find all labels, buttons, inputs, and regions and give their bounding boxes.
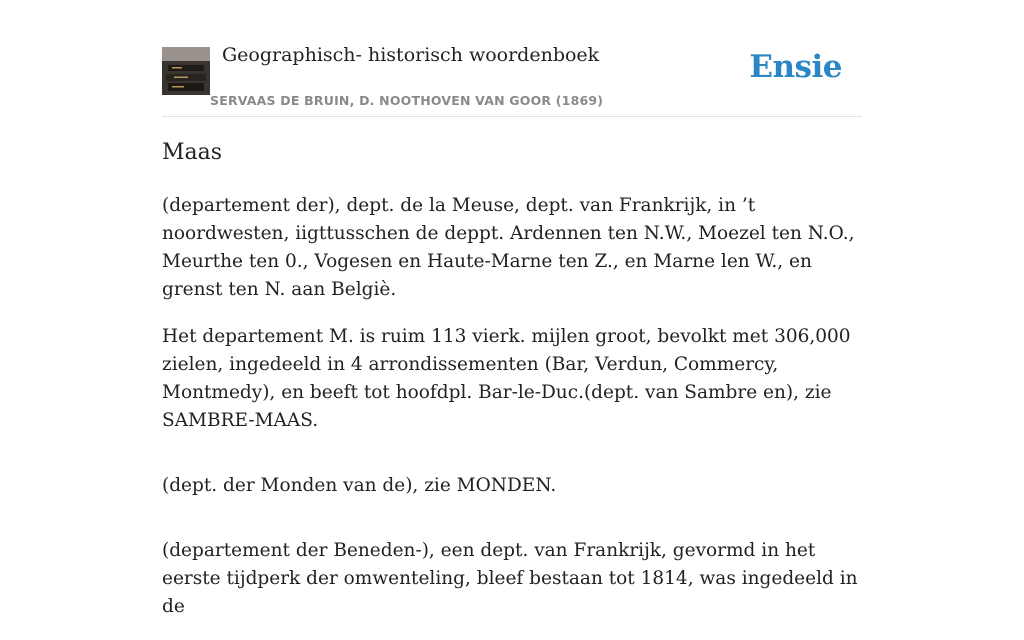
entry-title: Maas — [162, 140, 223, 165]
entry-paragraph: (departement der), dept. de la Meuse, dept. van Frankrijk, in ’t noordwesten, iigttusschen de deppt. Ardennen ten N.W., Moezel ten N.O., Meurthe ten 0., Vogesen en Haute-Marne ten Z., en Marne len W., en grenst ten N. aan Belgiè. — [162, 195, 855, 300]
book-spines-icon — [162, 47, 210, 95]
entry-paragraph: Het departement M. is ruim 113 vierk. mijlen groot, bevolkt met 306,000 zielen, ingedeeld in 4 arrondissementen (Bar, Verdun, Commercy, Montmedy), en beeft tot hoofdpl. Bar-le-Duc.(dept. van Sambre en), zie SAMBRE-MAAS. — [162, 326, 851, 431]
book-title[interactable]: Geographisch- historisch woordenboek — [222, 44, 600, 66]
entry-body — [162, 192, 862, 640]
site-header — [162, 0, 862, 117]
content-container — [162, 0, 862, 617]
ensie-logo-link[interactable]: Ensie — [749, 49, 842, 85]
entry-paragraph: (departement der Beneden-), een dept. van Frankrijk, gevormd in het eerste tijdperk der omwenteling, bleef bestaan tot 1814, was ingedeeld in de — [162, 540, 858, 617]
book-avatar[interactable] — [162, 47, 210, 95]
entry-paragraph: (dept. der Monden van de), zie MONDEN. — [162, 475, 557, 496]
book-author: SERVAAS DE BRUIN, D. NOOTHOVEN VAN GOOR (1869) — [210, 93, 604, 108]
